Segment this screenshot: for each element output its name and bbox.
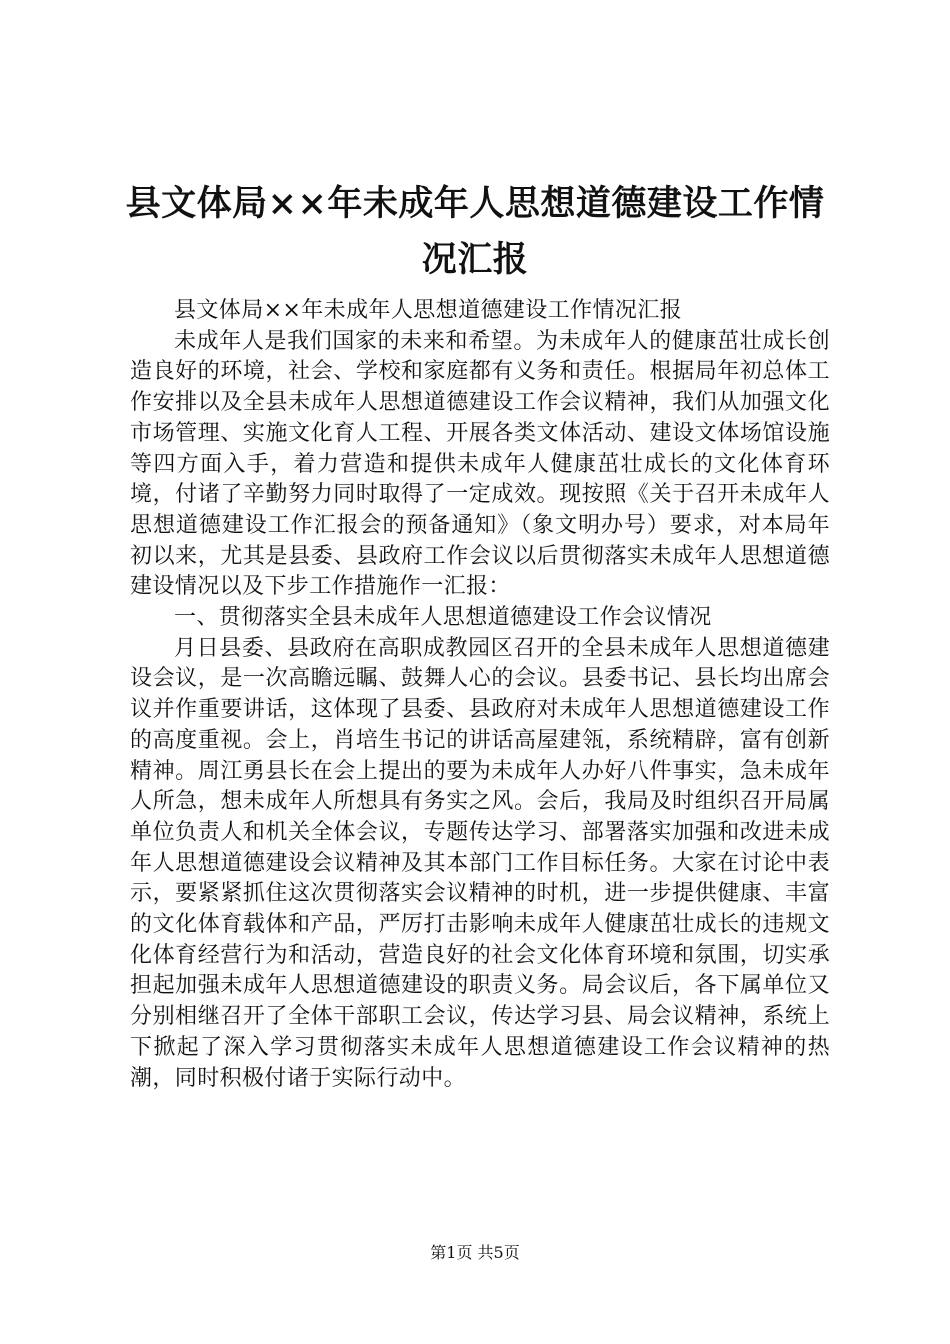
page-number: 第1页 共5页	[430, 1243, 520, 1262]
repeated-title-paragraph: 县文体局××年未成年人思想道德建设工作情况汇报	[174, 298, 683, 323]
section-paragraph: 月日县委、县政府在高职成教园区召开的全县未成年人思想道德建设会议，是一次高瞻远瞩、鼓舞人心的会议。县委书记、县长均出席会议并作重要讲话，这体现了县委、县政府对未成年人思想道德建设工作的高度重视。会上，肖培生书记的讲话高屋建瓴，系统精辟，富有创新精神。周江勇县长在会上提出的要为未成年人办好八件事实，急未成年人所急，想未成年人所想具有务实之风。会后，我局及时组织召开局属单位负责人和机关全体会议，专题传达学习、部署落实加强和改进未成年人思想道德建设会议精神及其本部门工作目标任务。大家在讨论中表示，要紧紧抓住这次贯彻落实会议精神的时机，进一步提供健康、丰富的文化体育载体和产品，严厉打击影响未成年人健康茁壮成长的违规文化体育经营行为和活动，营造良好的社会文化体育环境和氛围，切实承担起加强未成年人思想道德建设的职责义务。局会议后，各下属单位又分别相继召开了全体干部职工会议，传达学习县、局会议精神，系统上下掀起了深入学习贯彻落实未成年人思想道德建设工作会议精神的热潮，同时积极付诸于实际行动中。	[130, 635, 830, 1091]
document-title: 县文体局××年未成年人思想道德建设工作情况汇报	[125, 183, 825, 280]
document-body	[130, 296, 830, 1094]
intro-paragraph: 未成年人是我们国家的未来和希望。为未成年人的健康茁壮成长创造良好的环境，社会、学校和家庭都有义务和责任。根据局年初总体工作安排以及全县未成年人思想道德建设工作会议精神，我们从加强文化市场管理、实施文化育人工程、开展各类文体活动、建设文体场馆设施等四方面入手，着力营造和提供未成年人健康茁壮成长的文化体育环境，付诸了辛勤努力同时取得了一定成效。现按照《关于召开未成年人思想道德建设工作汇报会的预备通知》（象文明办号）要求，对本局年初以来，尤其是县委、县政府工作会议以后贯彻落实未成年人思想道德建设情况以及下步工作措施作一汇报：	[130, 328, 830, 600]
section-heading: 一、贯彻落实全县未成年人思想道德建设工作会议情况	[174, 605, 712, 631]
